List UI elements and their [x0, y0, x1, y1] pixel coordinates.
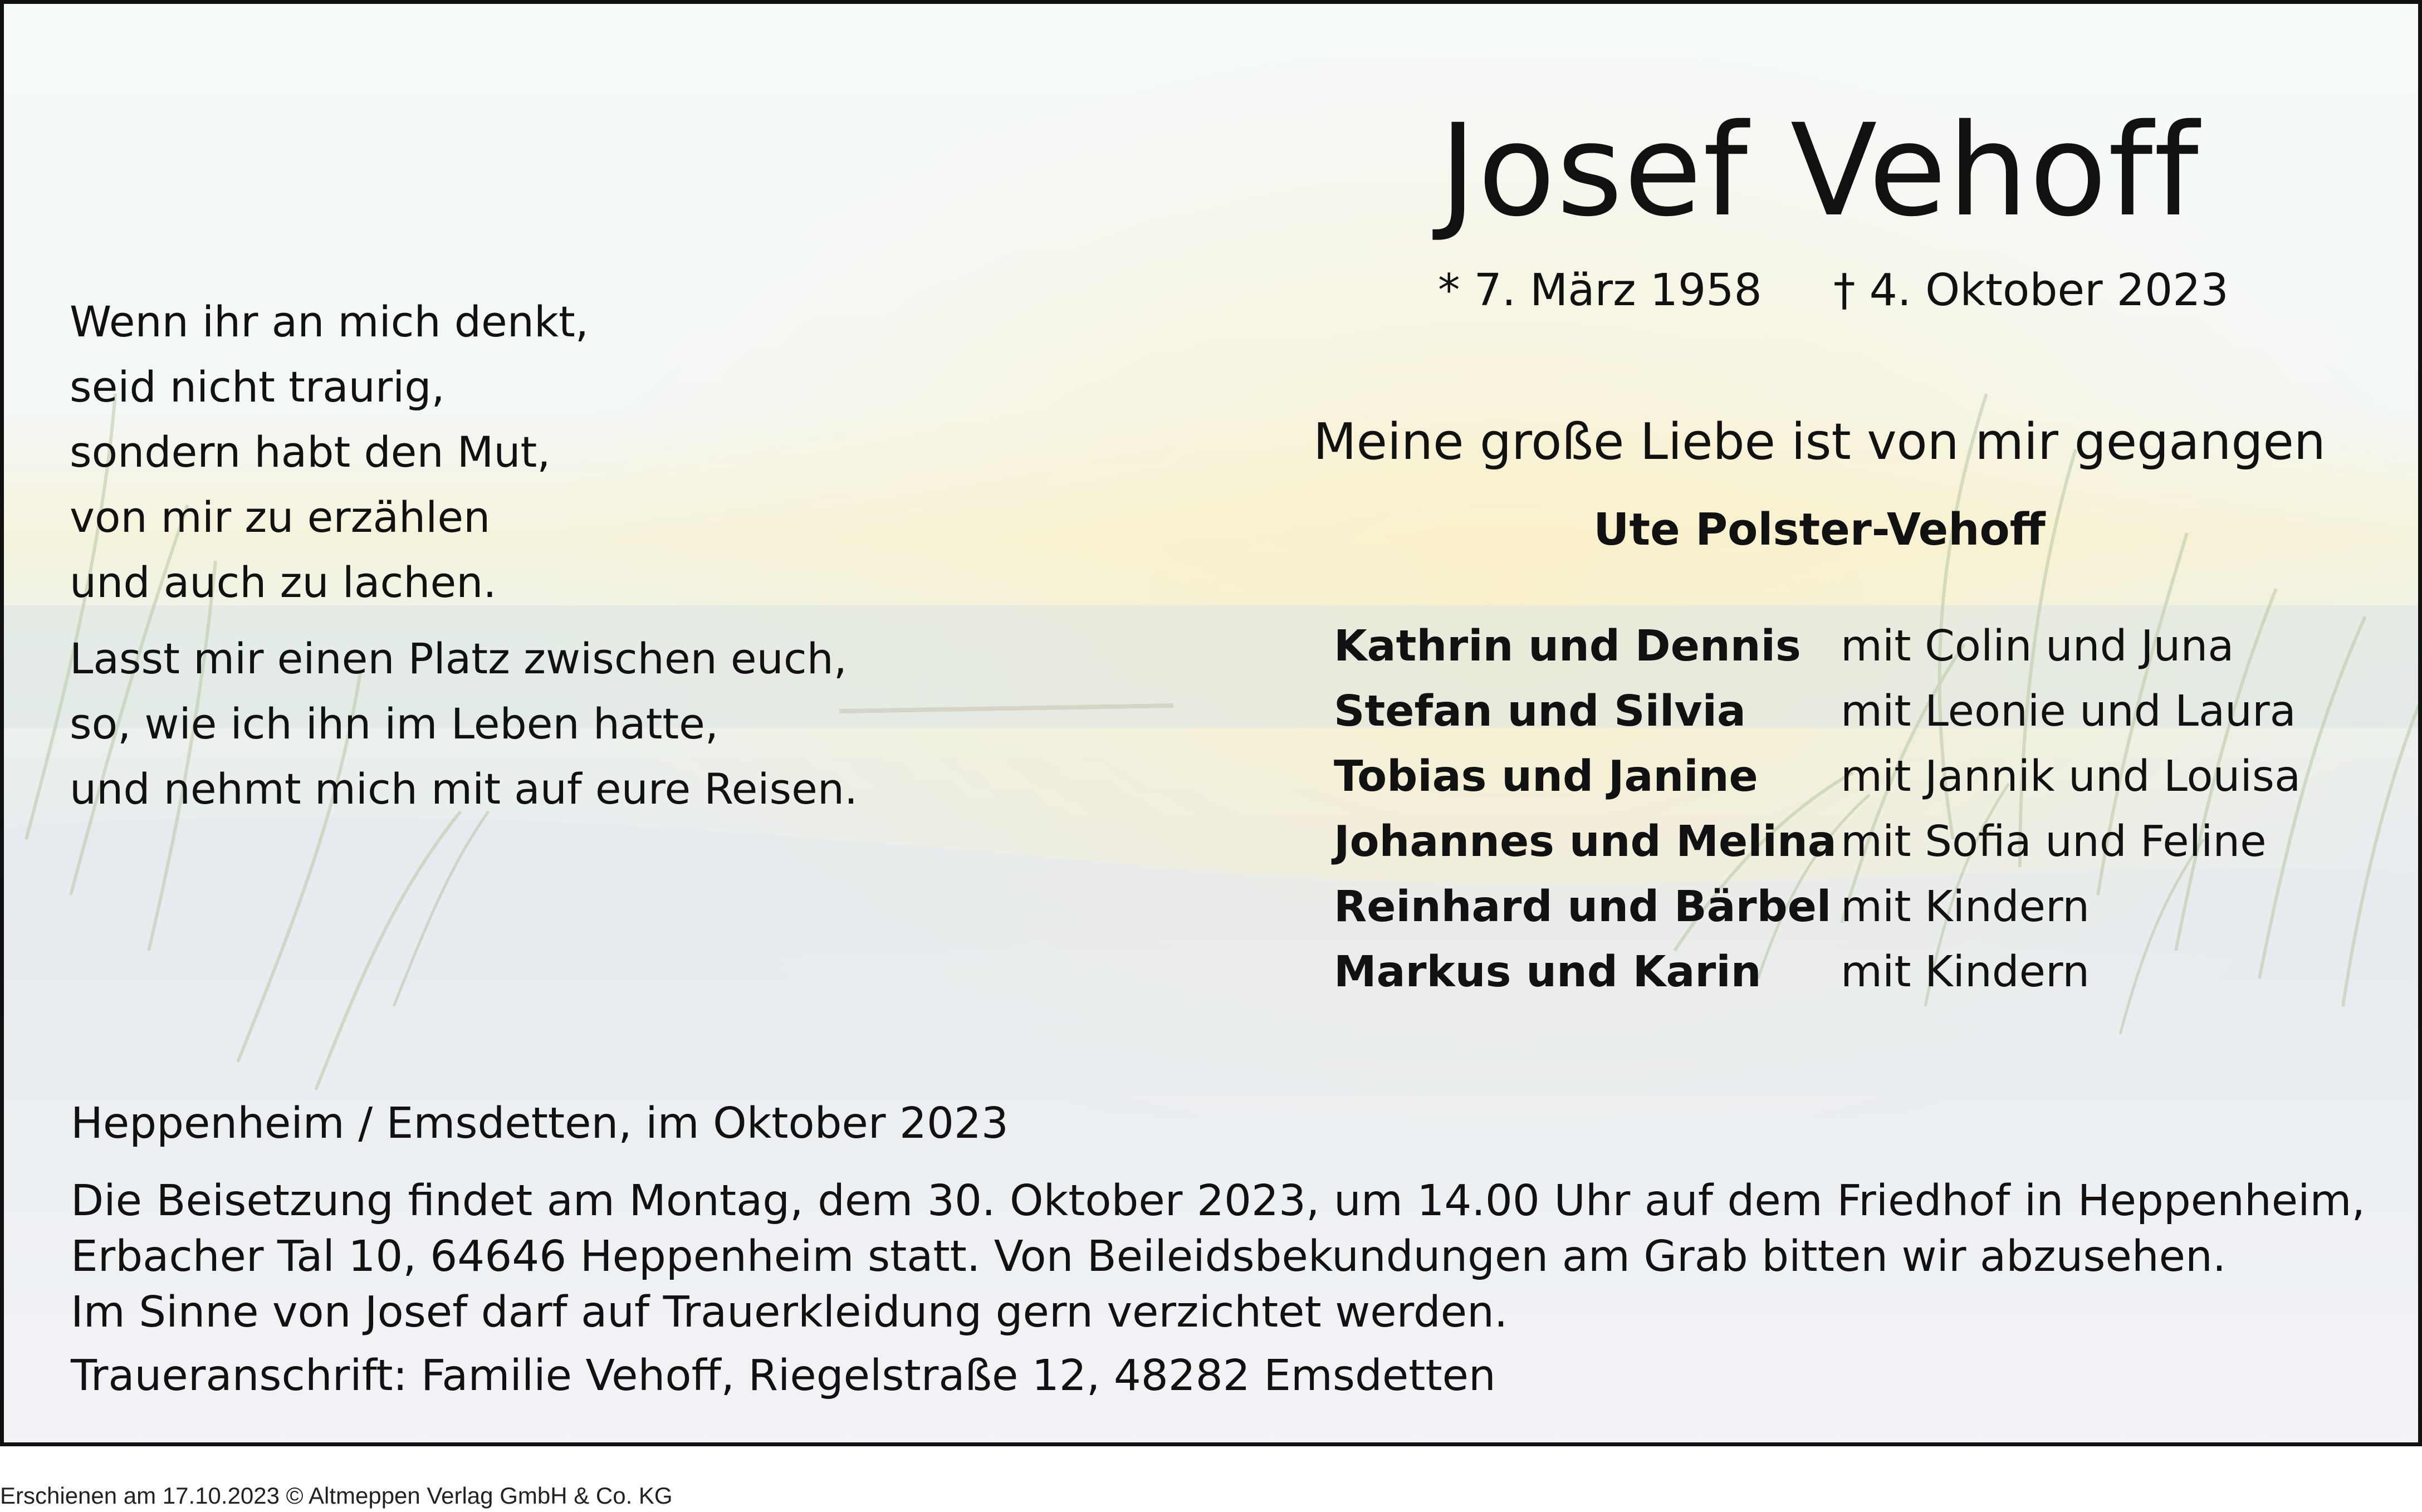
poem-line: Wenn ihr an mich denkt,: [70, 297, 589, 346]
family-couple: Tobias und Janine: [1334, 752, 1758, 801]
family-couple: Markus und Karin: [1334, 947, 1762, 997]
death-date: † 4. Oktober 2023: [1833, 265, 2229, 316]
publication-footer: Erschienen am 17.10.2023 © Altmeppen Verlag GmbH & Co. KG: [0, 1482, 673, 1509]
family-children: mit Colin und Juna: [1841, 622, 2234, 671]
mourning-subtitle: Meine große Liebe ist von mir gegangen: [1313, 413, 2326, 471]
family-couple: Stefan und Silvia: [1334, 687, 1746, 736]
poem-stanza-1: [70, 289, 858, 615]
family-children: mit Jannik und Louisa: [1841, 752, 2301, 801]
birth-date: * 7. März 1958: [1438, 265, 1762, 316]
family-children: mit Kindern: [1841, 947, 2090, 997]
memorial-poem: [70, 289, 858, 821]
family-children: mit Kindern: [1841, 882, 2090, 932]
family-children: mit Sofia und Feline: [1841, 817, 2267, 867]
deceased-name: Josef Vehoff: [1439, 96, 2200, 244]
family-couple: Reinhard und Bärbel: [1334, 882, 1832, 932]
funeral-line: Die Beisetzung findet am Montag, dem 30. Oktober 2023, um 14.00 Uhr auf dem Friedhof in Heppenheim,: [71, 1176, 2365, 1226]
poem-line: von mir zu erzählen: [70, 492, 491, 542]
poem-line: Lasst mir einen Platz zwischen euch,: [70, 634, 847, 683]
family-couple: Kathrin und Dennis: [1334, 622, 1801, 671]
poem-line: seid nicht traurig,: [70, 362, 445, 412]
poem-stanza-2: [70, 626, 858, 821]
funeral-details: [71, 1173, 2365, 1340]
funeral-line: Im Sinne von Josef darf auf Trauerkleidung gern verzichtet werden.: [71, 1288, 1508, 1337]
place-and-date: Heppenheim / Emsdetten, im Oktober 2023: [71, 1099, 1009, 1148]
poem-line: und auch zu lachen.: [70, 557, 497, 607]
spouse-name: Ute Polster-Vehoff: [1593, 504, 2046, 555]
funeral-line: Erbacher Tal 10, 64646 Heppenheim statt. Von Beileidsbekundungen am Grab bitten wir abzusehen.: [71, 1232, 2227, 1281]
family-children: mit Leonie und Laura: [1841, 687, 2296, 736]
poem-line: so, wie ich ihn im Leben hatte,: [70, 699, 719, 748]
poem-line: und nehmt mich mit auf eure Reisen.: [70, 764, 858, 814]
family-couple: Johannes und Melina: [1334, 817, 1837, 867]
mourning-address: Traueranschrift: Familie Vehoff, Riegelstraße 12, 48282 Emsdetten: [71, 1351, 1496, 1401]
poem-line: sondern habt den Mut,: [70, 427, 551, 477]
